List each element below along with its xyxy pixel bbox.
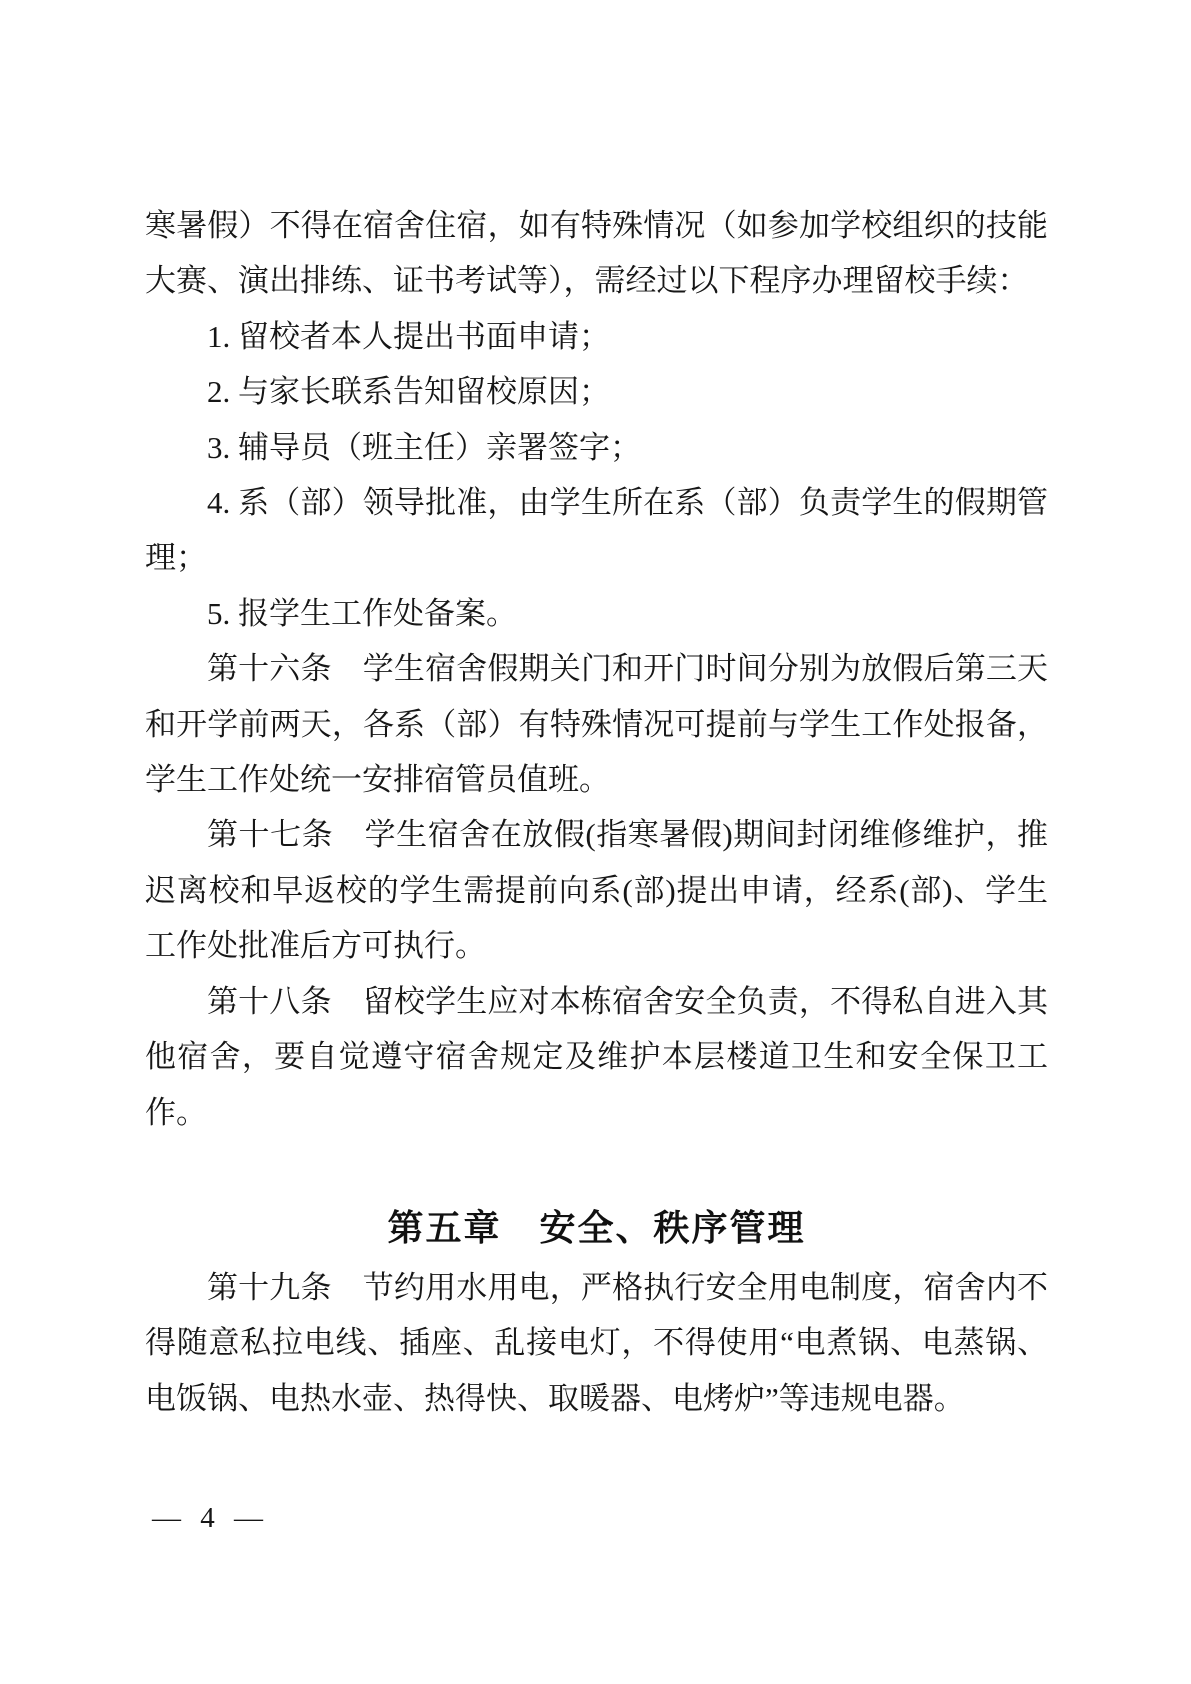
paragraph-continuation: 寒暑假）不得在宿舍住宿，如有特殊情况（如参加学校组织的技能大赛、演出排练、证书考试等），需经过以下程序办理留校手续： <box>145 208 1048 299</box>
page-footer <box>152 1498 264 1538</box>
list-item-2: 2. 与家长联系告知留校原因； <box>207 374 610 410</box>
article-17-paragraph: 第十七条 学生宿舍在放假(指寒暑假)期间封闭维修维护，推迟离校和早返校的学生需提前向系(部)提出申请，经系(部)、学生工作处批准后方可执行。 <box>145 817 1048 964</box>
chapter-5-heading: 第五章 安全、秩序管理 <box>387 1206 806 1248</box>
list-item-3: 3. 辅导员（班主任）亲署签字； <box>207 429 641 465</box>
article-18-paragraph: 第十八条 留校学生应对本栋宿舍安全负责，不得私自进入其他宿舍，要自觉遵守宿舍规定及维护本层楼道卫生和安全保卫工作。 <box>145 983 1048 1130</box>
article-19-paragraph: 第十九条 节约用水用电，严格执行安全用电制度，宿舍内不得随意私拉电线、插座、乱接电灯，不得使用“电煮锅、电蒸锅、电饭锅、电热水壶、热得快、取暖器、电烤炉”等违规电器。 <box>145 1269 1048 1416</box>
list-item-4: 4. 系（部）领导批准，由学生所在系（部）负责学生的假期管理； <box>145 485 1048 576</box>
list-item-5: 5. 报学生工作处备案。 <box>207 595 517 631</box>
page-number: — 4 — <box>152 1502 264 1534</box>
article-16-paragraph: 第十六条 学生宿舍假期关门和开门时间分别为放假后第三天和开学前两天，各系（部）有特殊情况可提前与学生工作处报备，学生工作处统一安排宿管员值班。 <box>145 651 1048 798</box>
list-item-1: 1. 留校者本人提出书面申请； <box>207 318 610 354</box>
document-body <box>145 198 1048 1426</box>
